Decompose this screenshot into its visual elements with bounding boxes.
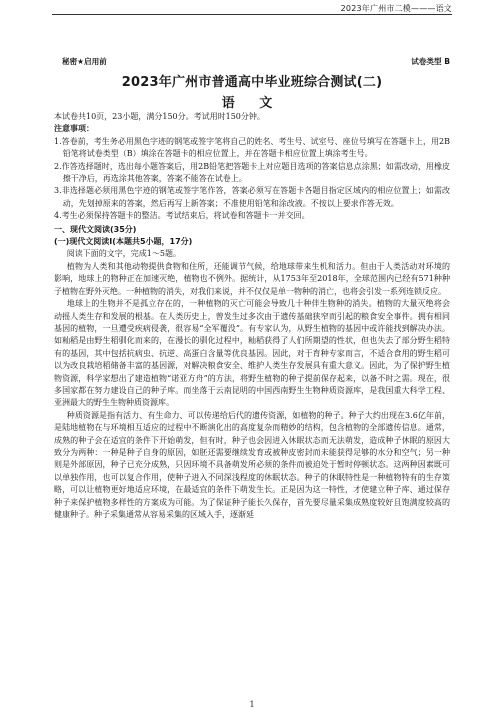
section-heading: 一、现代文阅读(35分) [54,224,137,234]
exam-meta [54,56,450,67]
note-item-4: 4.考生必须保持答题卡的整洁。考试结束后，将试卷和答题卡一并交回。 [54,211,310,221]
paper-type-label: 试卷类型 B [411,57,450,66]
subsection-heading: (一)现代文阅读Ⅰ(本题共5小题，17分) [54,237,193,247]
header-text: 2023年广州市二模———语文 [340,4,452,13]
exam-title: 2023年广州市普通高中毕业班综合测试(二) [121,75,383,90]
passage-paragraph-2: 地球上的生物并不是孤立存在的，一种植物的灭亡可能会导致几十种伴生物种的消失。植物的大量灭绝将会动摇人类生存和发展的根基。在人类历史上，曾发生过多次由于遗传基础狭窄而引起的粮食安全事件。拥有相同基因的植物，一旦遭受疾病侵袭，很容易“全军覆没”。有专家认为，从野生植物的基因中或许能找到解决办法。如籼稻是由野生稻驯化而来的，在漫长的驯化过程中，籼稻获得了人们所期望的性状，但也失去了部分野生稻特有的基因，其中包括抗病虫、抗逆、高蛋白含量等优良基因。因此，对于育种专家而言，不适合食用的野生稻可以为改良栽培稻储备丰富的基因源，对解决粮食安全、维护人类生存发展具有重大意义。因此，为了保护野生植物资源，科学家想出了建造植物“诺亚方舟”的方法，将野生植物的种子提前保存起来，以备不时之需。现在，很多国家都在努力建设自己的种子库。而坐落于云南昆明的中国西南野生生物种质资源库，是我国重大科学工程、亚洲最大的野生生物种质资源库。 [54,299,450,408]
page-number: 1 [249,700,255,709]
document-body [54,22,450,521]
passage-paragraph-3: 种质资源是指有活力、有生命力、可以传递给后代的遗传资源，如植物的种子。种子大约出现在3.6亿年前，是陆地植物在与环境相互适应的过程中不断演化出的高度复杂而精妙的结构，包含植物的全部遗传信息。通常，成熟的种子会在适宜的条件下开始萌发，但有时，种子也会因进入休眠状态而无法萌发，造成种子休眠的原因大致分为两种：一种是种子自身的原因，如胚还需要继续发育或被种皮密封而未能获得足够的水分和空气；另一种则是外部原因，种子已充分成熟，只因环境不具备萌发所必须的条件而被迫处于暂时停顿状态。这两种因素既可以单独作用，也可以复合作用，使种子进入不同深浅程度的休眠状态。种子的休眠特性是一种植物特有的生存策略，可以让植物更好地适应环境，在最适宜的条件下萌发生长。正是因为这一特性，才使建立种子库、通过保存种子来保护植物多样性的方案成为可能。为了保证种子能长久保存，首先要尽量采集成熟度较好且饱满度较高的健康种子。种子采集通常从容易采集的区域入手，逐渐延 [54,410,450,519]
confidential-label: 秘密★启用前 [62,57,107,66]
header-divider [52,14,452,15]
note-item-3: 3.非选择题必须用黑色字迹的钢笔或签字笔作答，答案必须写在答题卡各题目指定区域内的相应位置上；如需改动，先划掉原来的答案，然后再写上新答案；不准使用铅笔和涂改液。不按以上要求作答无效。 [54,186,450,208]
passage-paragraph-1: 植物为人类和其他动物提供食物和住所，还能调节气候，给地球带来生机和活力。但由于人类活动对环境的影响，地球上的物种正在加速灭绝，植物也不例外。据统计，从1753年至2018年，全球范围内已经有571种种子植物在野外灭绝。一种植物的消失，对我们来说，并不仅仅是单一物种的消亡，也将会引发一系列连锁反应。 [54,261,450,296]
note-item-1: 1.答卷前，考生务必用黑色字迹的钢笔或签字笔将自己的姓名、考生号、试室号、座位号填写在答题卡上，用2B铅笔将试卷类型（B）填涂在答题卡的相应位置上，并在答题卡相应位置上填涂考生号。 [54,136,450,159]
notes-heading: 注意事项： [54,124,94,134]
subject-title: 语 文 [221,96,283,111]
exam-intro: 本试卷共10页，23小题，满分150分。考试用时150分钟。 [54,112,265,121]
reading-instruction: 阅读下面的文字，完成1～5题。 [66,249,181,259]
note-item-2: 2.作答选择题时，选出每小题答案后，用2B铅笔把答题卡上对应题目选项的答案信息点涂黑；如需改动，用橡皮擦干净后，再选涂其他答案，答案不能答在试卷上。 [54,161,450,184]
page-header [0,0,504,14]
